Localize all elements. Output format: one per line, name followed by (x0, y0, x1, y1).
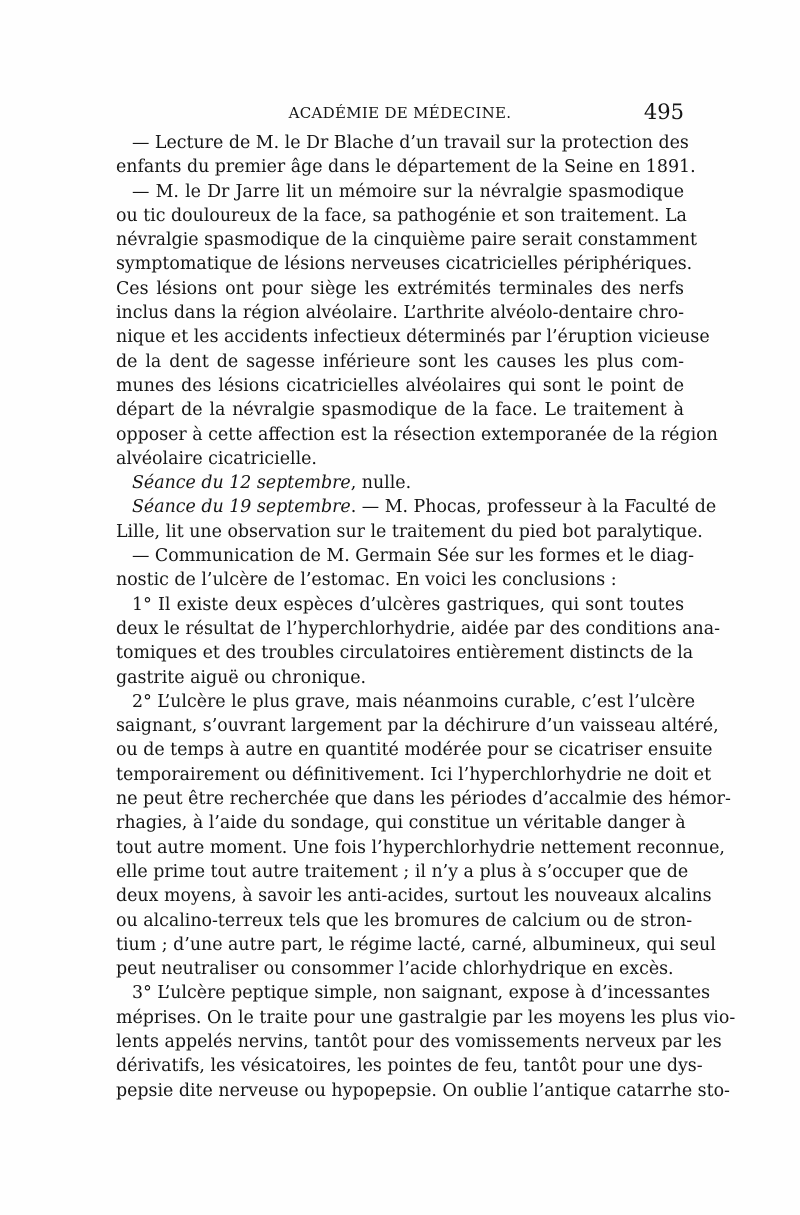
text-line (116, 933, 716, 957)
text-segment: enfants du premier âge dans le département de la Seine en 1891. (116, 157, 696, 178)
text-line (116, 884, 712, 908)
text-line (116, 228, 697, 252)
text-line (116, 301, 684, 325)
text-line (116, 447, 684, 471)
text-segment: saignant, s’ouvrant largement par la déchirure d’un vaisseau altéré, (116, 716, 719, 737)
text-line (116, 690, 696, 714)
text-segment: deux le résultat de l’hyperchlorhydrie, aidée par des conditions ana- (116, 618, 720, 639)
running-head-title: ACADÉMIE DE MÉDECINE. (288, 104, 512, 122)
text-line (116, 666, 684, 690)
text-segment: inclus dans la région alvéolaire. L’arthrite alvéolo-dentaire chro- (116, 303, 684, 324)
text-segment: , nulle. (350, 473, 412, 494)
text-segment: alvéolaire cicatricielle. (116, 448, 317, 469)
text-segment: ne peut être recherchée que dans les périodes d’accalmie des hémor- (116, 789, 731, 810)
text-line (116, 1054, 703, 1078)
text-segment: munes des lésions cicatricielles alvéolaires qui sont le point de (116, 375, 684, 396)
page-number: 495 (643, 100, 684, 124)
text-line (116, 617, 720, 641)
text-segment: dérivatifs, les vésicatoires, les pointes de feu, tantôt pour une dys- (116, 1056, 703, 1077)
running-head (116, 100, 684, 128)
text-line (116, 811, 684, 835)
text-line (116, 131, 689, 155)
text-line (116, 593, 684, 617)
text-segment: nostic de l’ulcère de l’estomac. En voici les conclusions : (116, 570, 617, 591)
text-segment: 3° L’ulcère peptique simple, non saignant, expose à d’incessantes (132, 983, 711, 1004)
text-segment: tout autre moment. Une fois l’hyperchlorhydrie nettement reconnue, (116, 837, 725, 858)
text-line (116, 544, 694, 568)
text-segment: névralgie spasmodique de la cinquième paire serait constamment (116, 230, 697, 251)
text-line (116, 957, 684, 981)
text-line (116, 277, 684, 301)
text-line (116, 350, 684, 374)
text-segment: ou tic douloureux de la face, sa pathogénie et son traitement. La (116, 205, 687, 226)
text-line (116, 471, 684, 495)
text-segment: 1° Il existe deux espèces d’ulcères gastriques, qui sont toutes (132, 594, 684, 615)
text-segment: nique et les accidents infectieux déterminés par l’éruption vicieuse (116, 327, 710, 348)
text-segment: tomiques et des troubles circulatoires entièrement distincts de la (116, 643, 694, 664)
text-line (116, 423, 718, 447)
text-line (116, 180, 684, 204)
text-segment: deux moyens, à savoir les anti-acides, surtout les nouveaux alcalins (116, 886, 712, 907)
text-segment: ou alcalino-terreux tels que les bromures de calcium ou de stron- (116, 910, 693, 931)
text-segment: Ces lésions ont pour siège les extrémités terminales des nerfs (116, 278, 684, 299)
text-line (116, 495, 717, 519)
text-line (116, 738, 713, 762)
text-line (116, 836, 725, 860)
text-segment: . — M. Phocas, professeur à la Faculté de (350, 497, 717, 518)
text-segment: pepsie dite nerveuse ou hypopepsie. On oublie l’antique catarrhe sto- (116, 1080, 730, 1101)
text-line (116, 787, 731, 811)
text-line (116, 252, 693, 276)
text-line (116, 763, 712, 787)
text-segment: — Communication de M. Germain Sée sur les formes et le diag- (132, 546, 694, 567)
text-segment: temporairement ou définitivement. Ici l’hyperchlorhydrie ne doit et (116, 764, 712, 785)
text-line (116, 981, 711, 1005)
text-line (116, 641, 694, 665)
text-segment: Lille, lit une observation sur le traitement du pied bot paralytique. (116, 521, 703, 542)
text-line (116, 155, 696, 179)
text-segment: départ de la névralgie spasmodique de la face. Le traitement à (116, 400, 684, 421)
text-segment: ou de temps à autre en quantité modérée pour se cicatriser ensuite (116, 740, 713, 761)
text-segment: de la dent de sagesse inférieure sont les causes les plus com- (116, 351, 684, 372)
body-text (116, 131, 736, 1103)
italic-text: Séance du 12 septembre (132, 473, 351, 494)
text-segment: 2° L’ulcère le plus grave, mais néanmoins curable, c’est l’ulcère (132, 691, 696, 712)
text-line (116, 325, 710, 349)
text-segment: gastrite aiguë ou chronique. (116, 667, 367, 688)
text-line (116, 1079, 730, 1103)
text-line (116, 1006, 736, 1030)
text-line (116, 909, 693, 933)
text-segment: méprises. On le traite pour une gastralgie par les moyens les plus vio- (116, 1007, 736, 1028)
text-segment: symptomatique de lésions nerveuses cicatricielles périphériques. (116, 254, 693, 275)
text-line (116, 204, 687, 228)
text-line (116, 1030, 722, 1054)
text-segment: rhagies, à l’aide du sondage, qui constitue un véritable danger à (116, 813, 686, 834)
text-line (116, 374, 684, 398)
text-segment: tium ; d’une autre part, le régime lacté, carné, albumineux, qui seul (116, 934, 716, 955)
text-line (116, 568, 684, 592)
text-segment: peut neutraliser ou consommer l’acide chlorhydrique en excès. (116, 959, 674, 980)
text-line (116, 860, 689, 884)
text-segment: opposer à cette affection est la résection extemporanée de la région (116, 424, 718, 445)
italic-text: Séance du 19 septembre (132, 497, 351, 518)
text-line (116, 714, 719, 738)
text-line (116, 520, 703, 544)
text-segment: lents appelés nervins, tantôt pour des vomissements nerveux par les (116, 1031, 722, 1052)
text-segment: — Lecture de M. le Dr Blache d’un travail sur la protection des (132, 133, 689, 153)
text-segment: elle prime tout autre traitement ; il n’y a plus à s’occuper que de (116, 861, 689, 882)
text-line (116, 398, 684, 422)
text-segment: — M. le Dr Jarre lit un mémoire sur la névralgie spasmodique (132, 181, 684, 202)
